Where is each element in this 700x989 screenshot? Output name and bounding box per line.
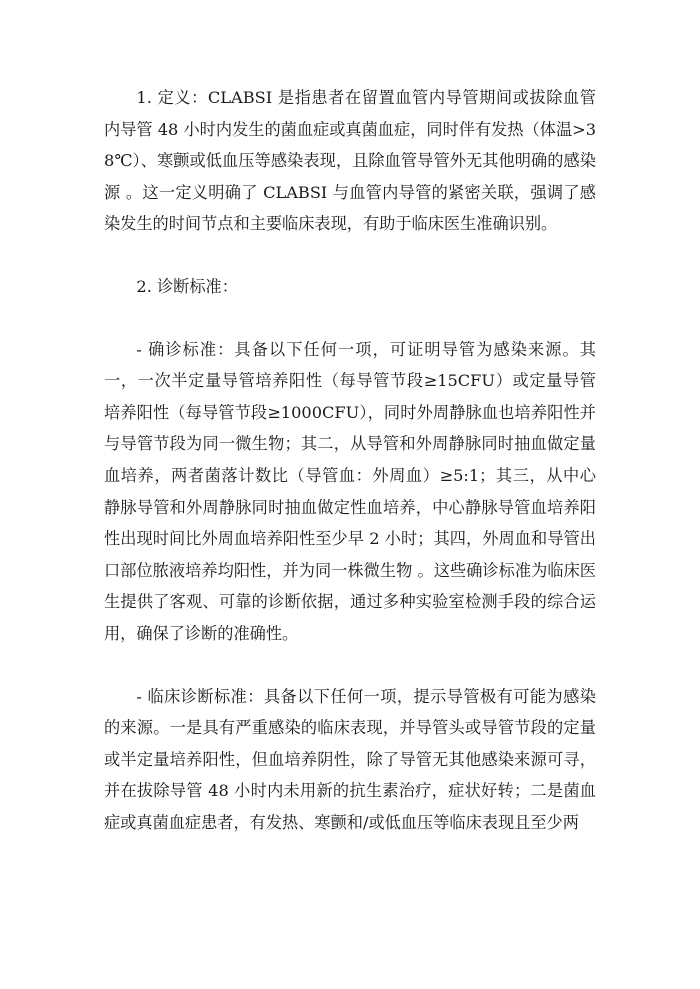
diagnosis-heading: 2. 诊断标准： bbox=[136, 276, 238, 296]
clinical-diagnosis-paragraph: - 临床诊断标准：具备以下任何一项，提示导管极有可能为感染的来源。一是具有严重感染的临床表现，并导管头或导管节段的定量或半定量培养阳性，但血培养阴性，除了导管无其他感染来源可寻，并在拔除导管 48 小时内未用新的抗生素治疗，症状好转；二是菌血症或真菌血症患者，有发热、寒颤和/或低血压等临床表现且至少两 bbox=[104, 686, 596, 832]
definition-paragraph: 1. 定义：CLABSI 是指患者在留置血管内导管期间或拔除血管内导管 48 小时内发生的菌血症或真菌血症，同时伴有发热（体温>38℃）、寒颤或低血压等感染表现，且除血管导管外无其他明确的感染源 。这一定义明确了 CLABSI 与血管内导管的紧密关联，强调了感染发生的时间节点和主要临床表现，有助于临床医生准确识别。 bbox=[104, 88, 596, 234]
confirmed-diagnosis-paragraph: - 确诊标准：具备以下任何一项，可证明导管为感染来源。其一，一次半定量导管培养阳性（每导管节段≥15CFU）或定量导管培养阳性（每导管节段≥1000CFU），同时外周静脉血也培养阳性并与导管节段为同一微生物；其二，从导管和外周静脉同时抽血做定量血培养，两者菌落计数比（导管血：外周血）≥5:1；其三，从中心静脉导管和外周静脉同时抽血做定性血培养，中心静脉导管血培养阳性出现时间比外周血培养阳性至少早 2 小时；其四，外周血和导管出口部位脓液培养均阳性，并为同一株微生物 。这些确诊标准为临床医生提供了客观、可靠的诊断依据，通过多种实验室检测手段的综合运用，确保了诊断的准确性。 bbox=[104, 339, 596, 643]
paragraph-gap bbox=[104, 650, 596, 681]
paragraph-gap bbox=[104, 240, 596, 271]
paragraph-gap bbox=[104, 303, 596, 334]
